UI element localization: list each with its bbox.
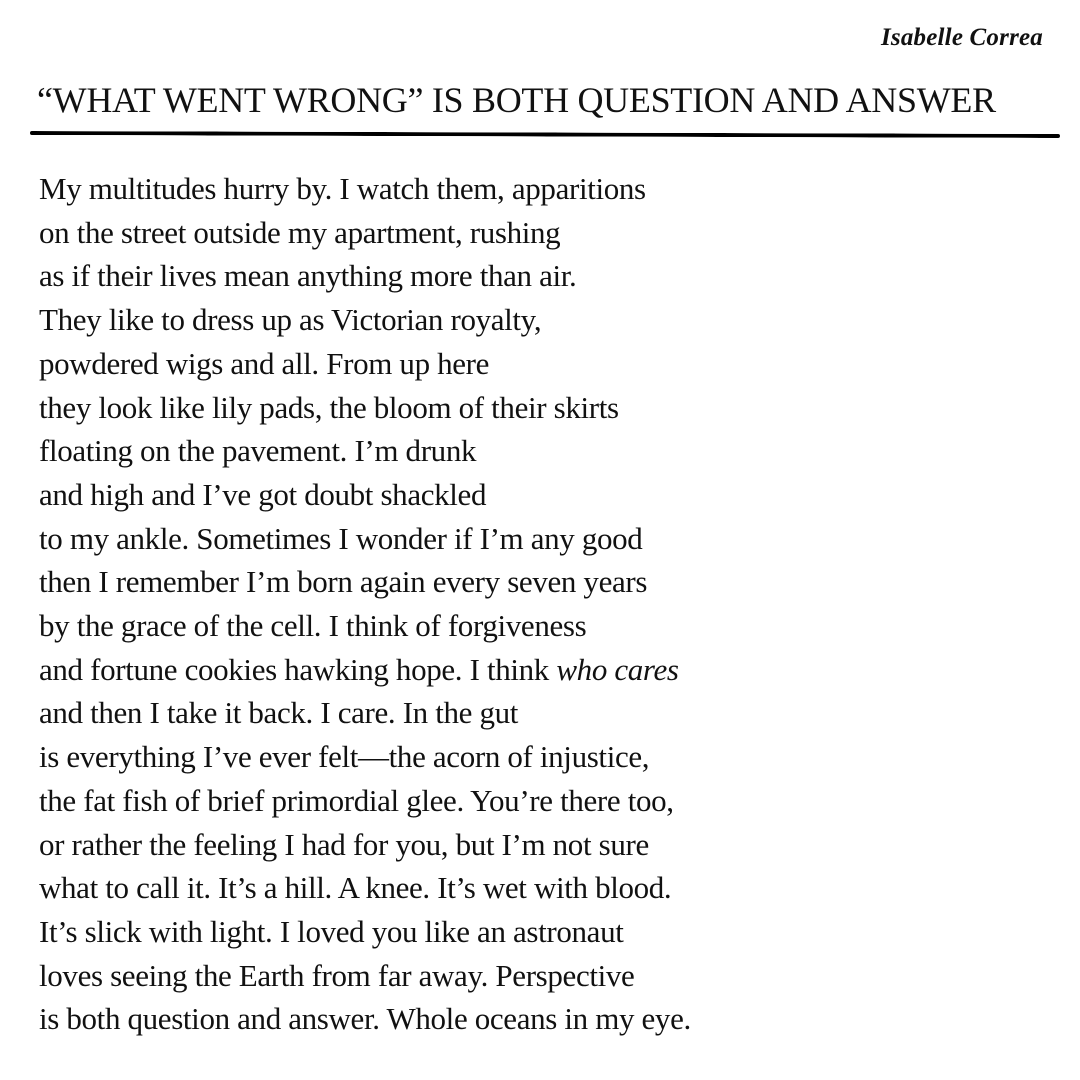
poem-line-text: and then I take it back. I care. In the gut <box>39 695 519 731</box>
poem-line <box>39 298 1049 342</box>
poem-line <box>39 386 1049 430</box>
poem-line <box>39 997 1049 1041</box>
poem-line-italic: who cares <box>556 651 679 687</box>
poem-line-text: My multitudes hurry by. I watch them, apparitions <box>39 171 646 206</box>
poem-line-text: then I remember I’m born again every seven years <box>39 564 648 600</box>
poem-line <box>39 167 1049 211</box>
poem-line <box>39 779 1049 823</box>
poem-body <box>39 167 1049 1041</box>
poem-line <box>39 254 1049 298</box>
poem-line <box>39 429 1049 473</box>
poem-line-text: is both question and answer. Whole oceans in my eye. <box>39 1001 691 1037</box>
poem-line-text: and high and I’ve got doubt shackled <box>39 476 487 512</box>
poem-line-text: on the street outside my apartment, rushing <box>39 214 561 250</box>
poem-line-text: the fat fish of brief primordial glee. You’re there too, <box>39 782 674 818</box>
poem-line <box>39 691 1049 735</box>
poem-line <box>39 211 1049 255</box>
poem-line <box>39 604 1049 648</box>
poem-line <box>39 342 1049 386</box>
poem-line <box>39 954 1049 998</box>
poem-line-text: or rather the feeling I had for you, but I’m not sure <box>39 826 649 862</box>
poem-line-text: They like to dress up as Victorian royalty, <box>39 302 542 338</box>
title-underline <box>30 131 1060 138</box>
poem-line-text: loves seeing the Earth from far away. Perspective <box>39 957 635 993</box>
poem-line <box>39 866 1049 910</box>
poem-line <box>39 560 1049 604</box>
poem-line <box>39 473 1049 517</box>
poem-line-text: is everything I’ve ever felt—the acorn of injustice, <box>39 739 650 775</box>
poem-line-text: powdered wigs and all. From up here <box>39 345 490 381</box>
poem-line-text: and fortune cookies hawking hope. I think <box>39 651 557 687</box>
poem-line <box>39 823 1049 867</box>
poem-line <box>39 517 1049 561</box>
poem-line <box>39 735 1049 779</box>
poem-line-text: they look like lily pads, the bloom of their skirts <box>39 389 619 425</box>
poem-line <box>39 910 1049 954</box>
poem-line-text: floating on the pavement. I’m drunk <box>39 433 477 469</box>
author-name: Isabelle Correa <box>880 24 1043 51</box>
poem-line-text: what to call it. It’s a hill. A knee. It’s wet with blood. <box>39 870 672 906</box>
poem-line-text: by the grace of the cell. I think of forgiveness <box>39 608 587 644</box>
poem-line-text: It’s slick with light. I loved you like an astronaut <box>39 913 624 949</box>
poem-line <box>39 648 1049 692</box>
poem-title: “WHAT WENT WRONG” IS BOTH QUESTION AND ANSWER <box>37 80 996 120</box>
poem-line-text: as if their lives mean anything more than air. <box>39 258 577 294</box>
poem-line-text: to my ankle. Sometimes I wonder if I’m any good <box>39 520 643 556</box>
